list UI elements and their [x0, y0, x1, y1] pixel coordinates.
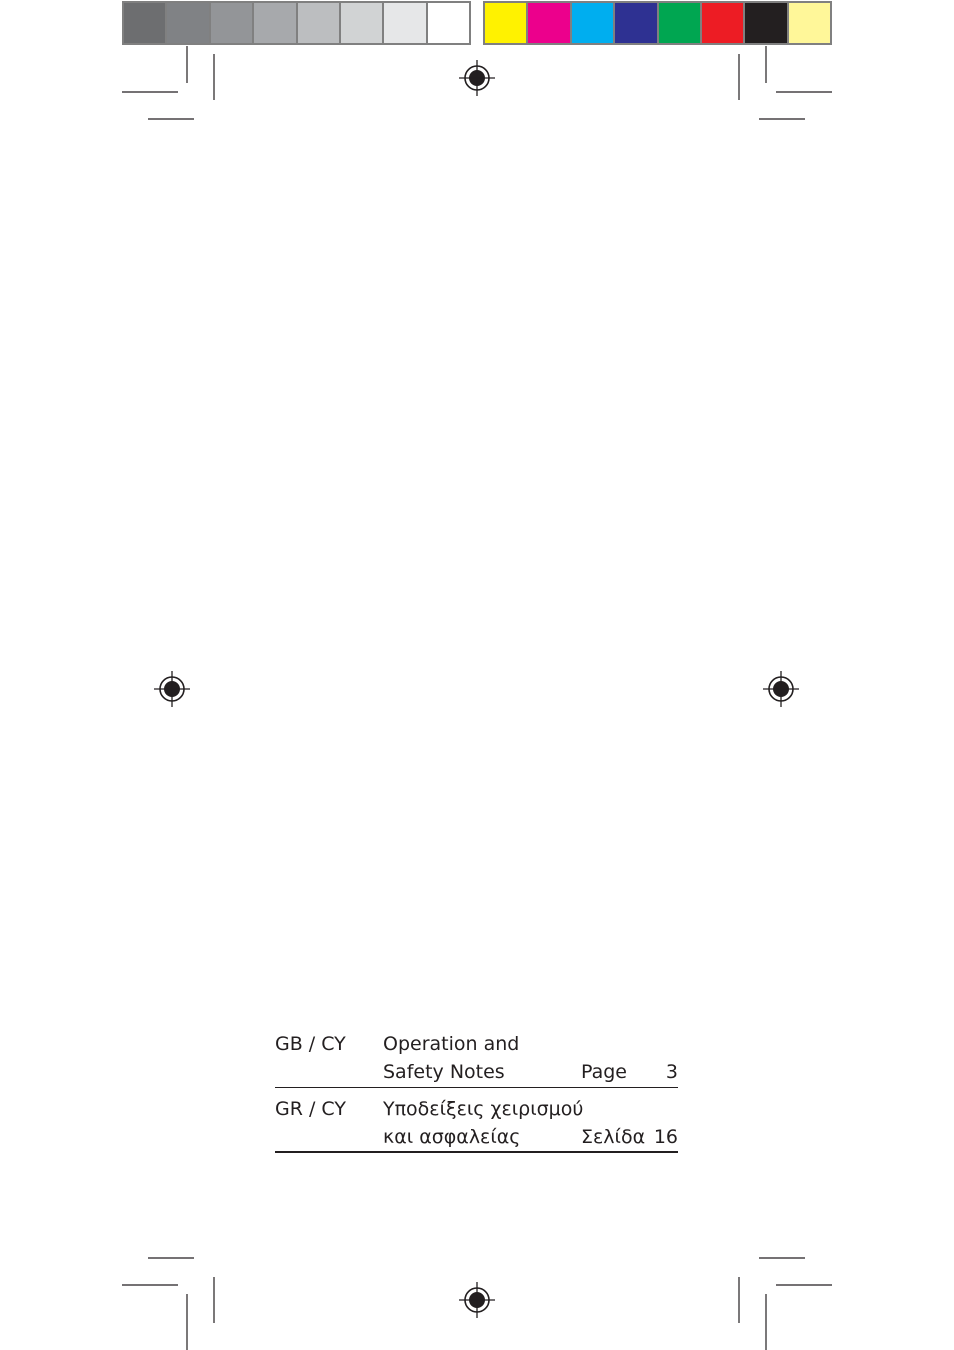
registration-mark-left [154, 671, 190, 707]
toc-title-line-2: και ασφαλείας [383, 1126, 521, 1148]
table-of-contents [275, 1028, 678, 1153]
toc-row-greek [275, 1088, 678, 1153]
toc-row-english [275, 1028, 678, 1088]
toc-title-line-1: Operation and [383, 1033, 520, 1055]
toc-page-number: 16 [653, 1126, 678, 1148]
toc-page-word: Σελίδα [581, 1126, 646, 1148]
toc-page-word: Page [581, 1061, 627, 1083]
crop-marks [122, 46, 832, 1350]
registration-mark-top [459, 60, 495, 96]
registration-mark-bottom [459, 1282, 495, 1318]
toc-page-number: 3 [665, 1061, 678, 1083]
toc-title-line-2: Safety Notes [383, 1061, 505, 1083]
toc-title-line-1: Υποδείξεις χειρισμού [383, 1098, 584, 1120]
toc-language-code: GB / CY [275, 1033, 346, 1055]
registration-mark-right [763, 671, 799, 707]
toc-language-code: GR / CY [275, 1098, 346, 1120]
